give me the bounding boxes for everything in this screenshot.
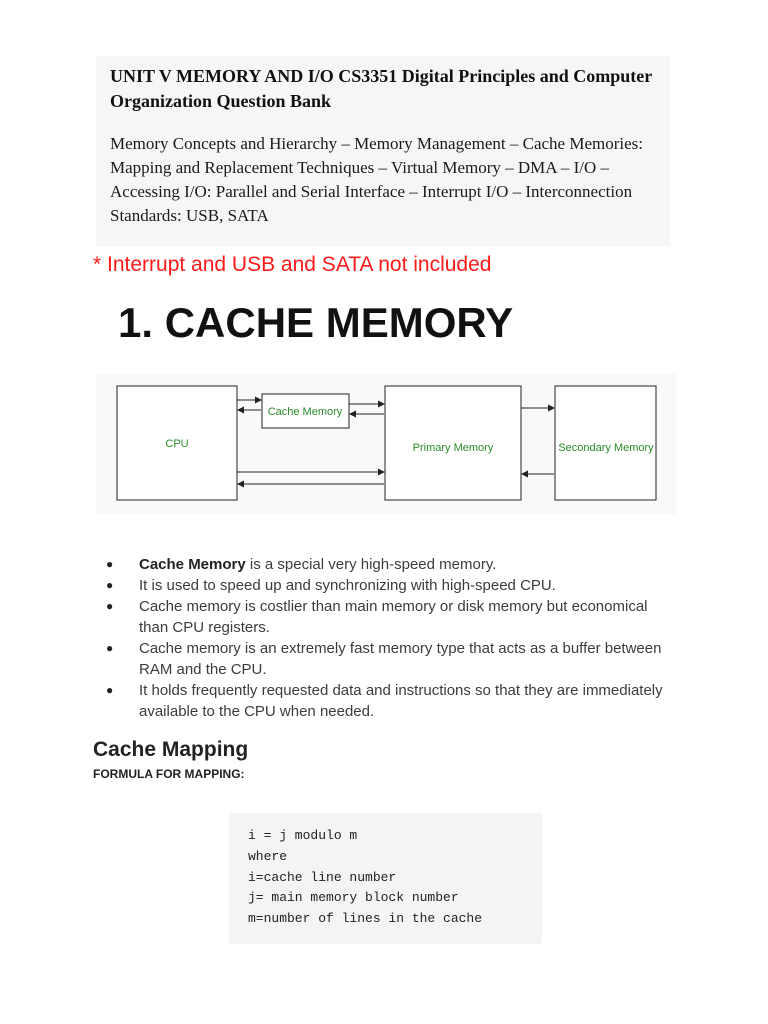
bullet-text: Cache memory is an extremely fast memory type that acts as a buffer between RAM and the CPU. bbox=[139, 640, 662, 678]
exclusion-note: * Interrupt and USB and SATA not included bbox=[93, 253, 492, 276]
formula-label: FORMULA FOR MAPPING: bbox=[93, 767, 245, 781]
diagram-svg bbox=[96, 374, 676, 514]
bullet-text: It is used to speed up and synchronizing with high-speed CPU. bbox=[139, 577, 556, 594]
cpu-label: CPU bbox=[165, 438, 189, 450]
list-item bbox=[103, 638, 663, 680]
bullet-icon: ● bbox=[106, 683, 114, 697]
list-item bbox=[103, 680, 663, 722]
secondary-memory-label: Secondary Memory bbox=[558, 442, 654, 454]
code-line: where bbox=[248, 848, 288, 864]
code-line: m=number of lines in the cache bbox=[248, 911, 483, 927]
memory-hierarchy-diagram bbox=[96, 374, 676, 514]
primary-memory-label: Primary Memory bbox=[412, 442, 494, 454]
bullet-text: Cache memory is costlier than main memory or disk memory but economical than CPU registers. bbox=[139, 598, 648, 636]
bullet-icon: ● bbox=[106, 641, 114, 655]
cache-mapping-heading: Cache Mapping bbox=[93, 738, 249, 761]
bullet-list bbox=[103, 554, 663, 722]
list-item bbox=[103, 575, 663, 596]
list-item bbox=[103, 596, 663, 638]
bullet-icon: ● bbox=[106, 557, 114, 571]
code-line: j= main memory block number bbox=[248, 890, 459, 906]
bullet-text: It holds frequently requested data and instructions so that they are immediately available to the CPU when needed. bbox=[139, 682, 663, 720]
bullet-icon: ● bbox=[106, 599, 114, 613]
syllabus-text: Memory Concepts and Hierarchy – Memory Management – Cache Memories: Mapping and Replacement Techniques – Virtual Memory – DMA – I/O – Accessing I/O: Parallel and Serial Interface – Interrupt I/O – Interconnection Standards: USB, SATA bbox=[110, 134, 643, 225]
list-item bbox=[103, 554, 663, 575]
bullet-icon: ● bbox=[106, 578, 114, 592]
cache-memory-label: Cache Memory bbox=[267, 406, 343, 418]
document-title: UNIT V MEMORY AND I/O CS3351 Digital Principles and Computer Organization Question Bank bbox=[110, 66, 652, 111]
bullet-text: is a special very high-speed memory. bbox=[245, 556, 497, 573]
section-heading: 1. CACHE MEMORY bbox=[118, 299, 514, 346]
formula-code-block bbox=[229, 813, 542, 944]
code-line: i = j modulo m bbox=[248, 828, 358, 843]
bullet-bold: Cache Memory bbox=[139, 556, 246, 573]
code-line: i=cache line number bbox=[248, 869, 397, 885]
